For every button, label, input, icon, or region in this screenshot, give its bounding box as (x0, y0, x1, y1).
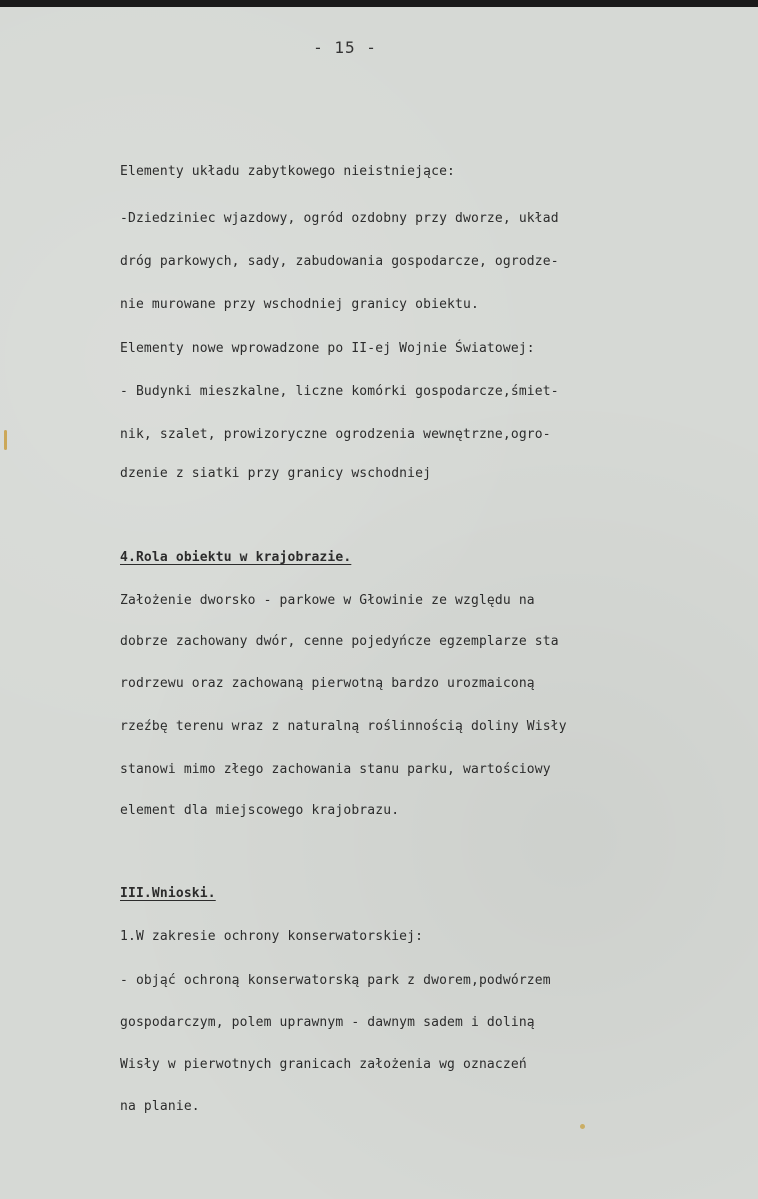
line-6: - Budynki mieszkalne, liczne komórki gospodarcze,śmiet- (120, 384, 559, 399)
section-heading-conclusions: III.Wnioski. (120, 886, 216, 901)
line-18: - objąć ochroną konserwatorską park z dworem,podwórzem (120, 973, 551, 988)
line-7: nik, szalet, prowizoryczne ogrodzenia wewnętrzne,ogro- (120, 427, 551, 442)
line-21: na planie. (120, 1099, 200, 1114)
section-heading-landscape-role: 4.Rola obiektu w krajobrazie. (120, 550, 352, 565)
line-8: dzenie z siatki przy granicy wschodniej (120, 466, 432, 481)
page-number: - 15 - (313, 38, 377, 57)
line-3: dróg parkowych, sady, zabudowania gospodarcze, ogrodze- (120, 254, 559, 269)
line-19: gospodarczym, polem uprawnym - dawnym sadem i doliną (120, 1015, 535, 1030)
line-12: rodrzewu oraz zachowaną pierwotną bardzo urozmaiconą (120, 676, 535, 691)
line-13: rzeźbę terenu wraz z naturalną roślinnością doliny Wisły (120, 719, 567, 734)
line-15: element dla miejscowego krajobrazu. (120, 803, 400, 818)
line-11: dobrze zachowany dwór, cenne pojedyńcze egzemplarze sta (120, 634, 559, 649)
line-14: stanowi mimo złego zachowania stanu parku, wartościowy (120, 762, 551, 777)
margin-stain (4, 430, 7, 450)
line-new-elements-heading: Elementy nowe wprowadzone po II-ej Wojnie Światowej: (120, 341, 535, 356)
paper-speck (580, 1124, 585, 1129)
line-4: nie murowane przy wschodniej granicy obiektu. (120, 297, 479, 312)
line-17: 1.W zakresie ochrony konserwatorskiej: (120, 929, 424, 944)
line-20: Wisły w pierwotnych granicach założenia wg oznaczeń (120, 1057, 527, 1072)
line-elements-nonexistent-heading: Elementy układu zabytkowego nieistniejące: (120, 164, 456, 179)
line-2: -Dziedziniec wjazdowy, ogród ozdobny przy dworze, układ (120, 211, 559, 226)
line-10: Założenie dworsko - parkowe w Głowinie ze względu na (120, 593, 535, 608)
scan-top-edge (0, 0, 758, 7)
